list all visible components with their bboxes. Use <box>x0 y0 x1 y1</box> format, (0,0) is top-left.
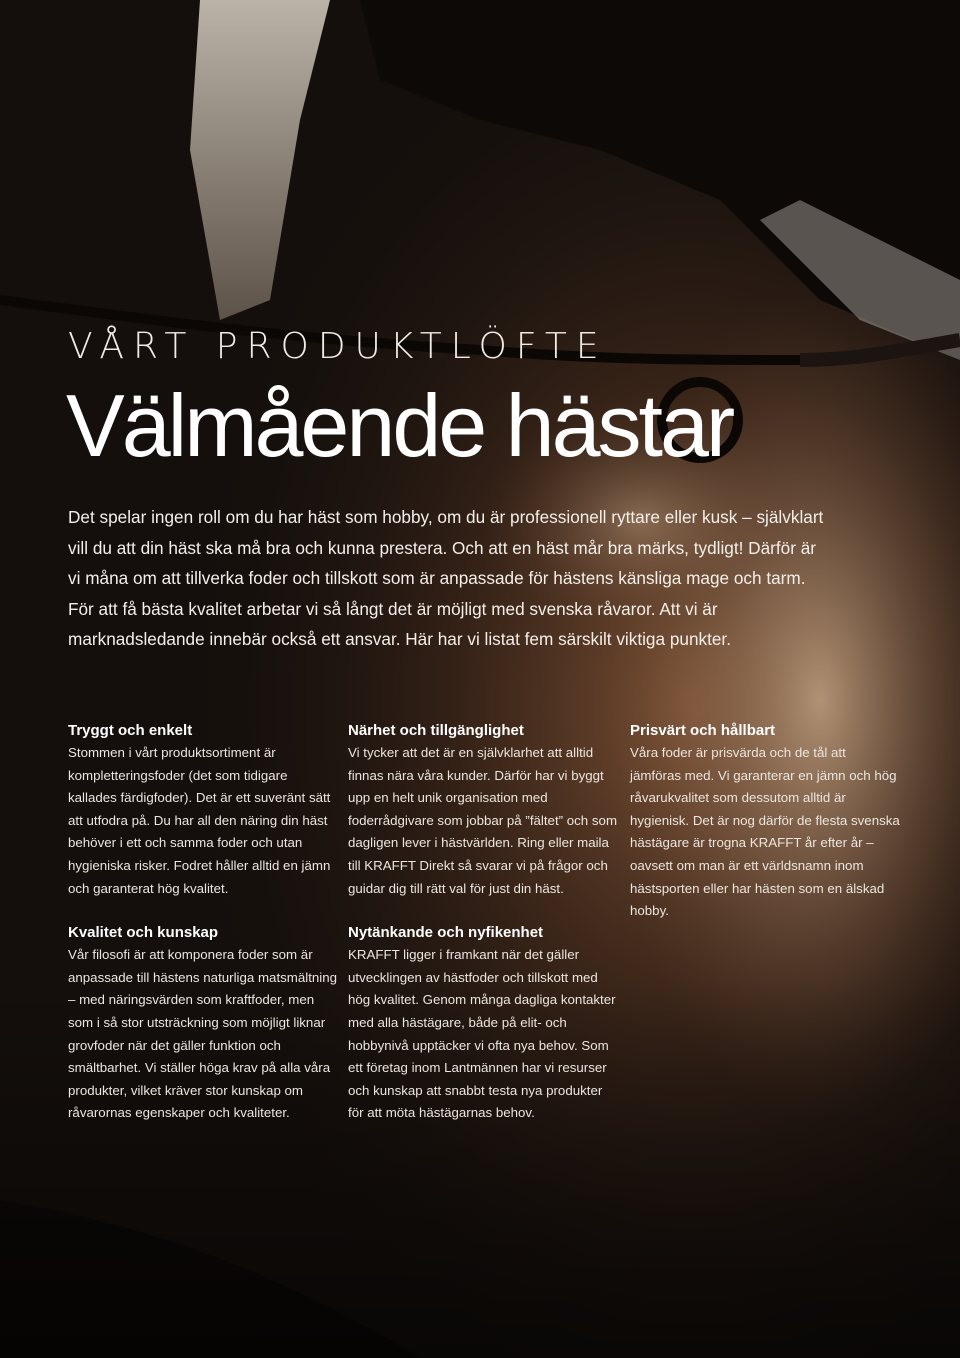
section-nytankande-och-nyfikenhet <box>348 922 618 1125</box>
column-3 <box>630 720 900 923</box>
section-heading: Närhet och tillgänglighet <box>348 722 524 739</box>
section-tryggt-och-enkelt <box>68 720 338 900</box>
section-heading: Tryggt och enkelt <box>68 722 193 739</box>
section-body: Stommen i vårt produktsortiment är kompletteringsfoder (det som tidigare kallades färdigfoder). Det är ett suveränt sätt att utfodra på. Du har all den näring din häst behöver i ett och samma foder och utan hygieniska risker. Fodret håller alltid en jämn och garanterat hög kvalitet. <box>68 745 331 896</box>
page-title: Välmående hästar <box>66 376 733 475</box>
section-body: Vår filosofi är att komponera foder som är anpassade till hästens naturliga matsmältning – med näringsvärden som kraftfoder, men som i så stor utsträckning som möjligt liknar grovfoder när det gäller funktion och smältbarhet. Vi ställer höga krav på alla våra produkter, vilket kräver stor kunskap om råvarornas egenskaper och kvaliteter. <box>68 947 338 1121</box>
section-heading: Prisvärt och hållbart <box>630 722 776 739</box>
intro-paragraph: Det spelar ingen roll om du har häst som hobby, om du är professionell ryttare eller kusk – självklart vill du att din häst ska må bra och kunna prestera. Och att en häst mår bra märks, tydligt! Därför är vi måna om att tillverka foder och tillskott som är anpassade för hästens känsliga mage och tarm. För att få bästa kvalitet arbetar vi så långt det är möjligt med svenska råvaror. Att vi är marknadsledande innebär också ett ansvar. Här har vi listat fem särskilt viktiga punkter. <box>68 507 824 649</box>
section-kicker: VÅRT PRODUKTLÖFTE <box>68 326 608 367</box>
section-heading: Nytänkande och nyfikenhet <box>348 924 544 942</box>
section-prisvart-och-hallbart <box>630 720 900 923</box>
section-narhet-och-tillganglighet <box>348 720 618 900</box>
column-1 <box>68 720 338 1125</box>
section-heading: Kvalitet och kunskap <box>68 924 219 942</box>
section-kvalitet-och-kunskap <box>68 922 338 1125</box>
section-body: Vi tycker att det är en självklarhet att alltid finnas nära våra kunder. Därför har vi byggt upp en helt unik organisation med foderrådgivare som jobbar på ”fältet” och som dagligen lever i hästvärlden. Ring eller maila till KRAFFT Direkt så svarar vi på frågor och guidar dig till rätt val för just din häst. <box>348 745 618 896</box>
column-2 <box>348 720 618 1125</box>
section-body: KRAFFT ligger i framkant när det gäller utvecklingen av hästfoder och tillskott med hög kvalitet. Genom många dagliga kontakter med alla hästägare, både på elit- och hobbynivå upptäcker vi ofta nya behov. Som ett företag inom Lantmännen har vi resurser och kunskap att snabbt testa nya produkter för att möta hästägarnas behov. <box>348 947 616 1121</box>
section-body: Våra foder är prisvärda och de tål att jämföras med. Vi garanterar en jämn och hög råvarukvalitet som dessutom alltid är hygienisk. Det är nog därför de flesta svenska hästägare är trogna KRAFFT år efter år – oavsett om man är ett världsnamn inom hästsporten eller har hästen som en älskad hobby. <box>630 745 900 919</box>
